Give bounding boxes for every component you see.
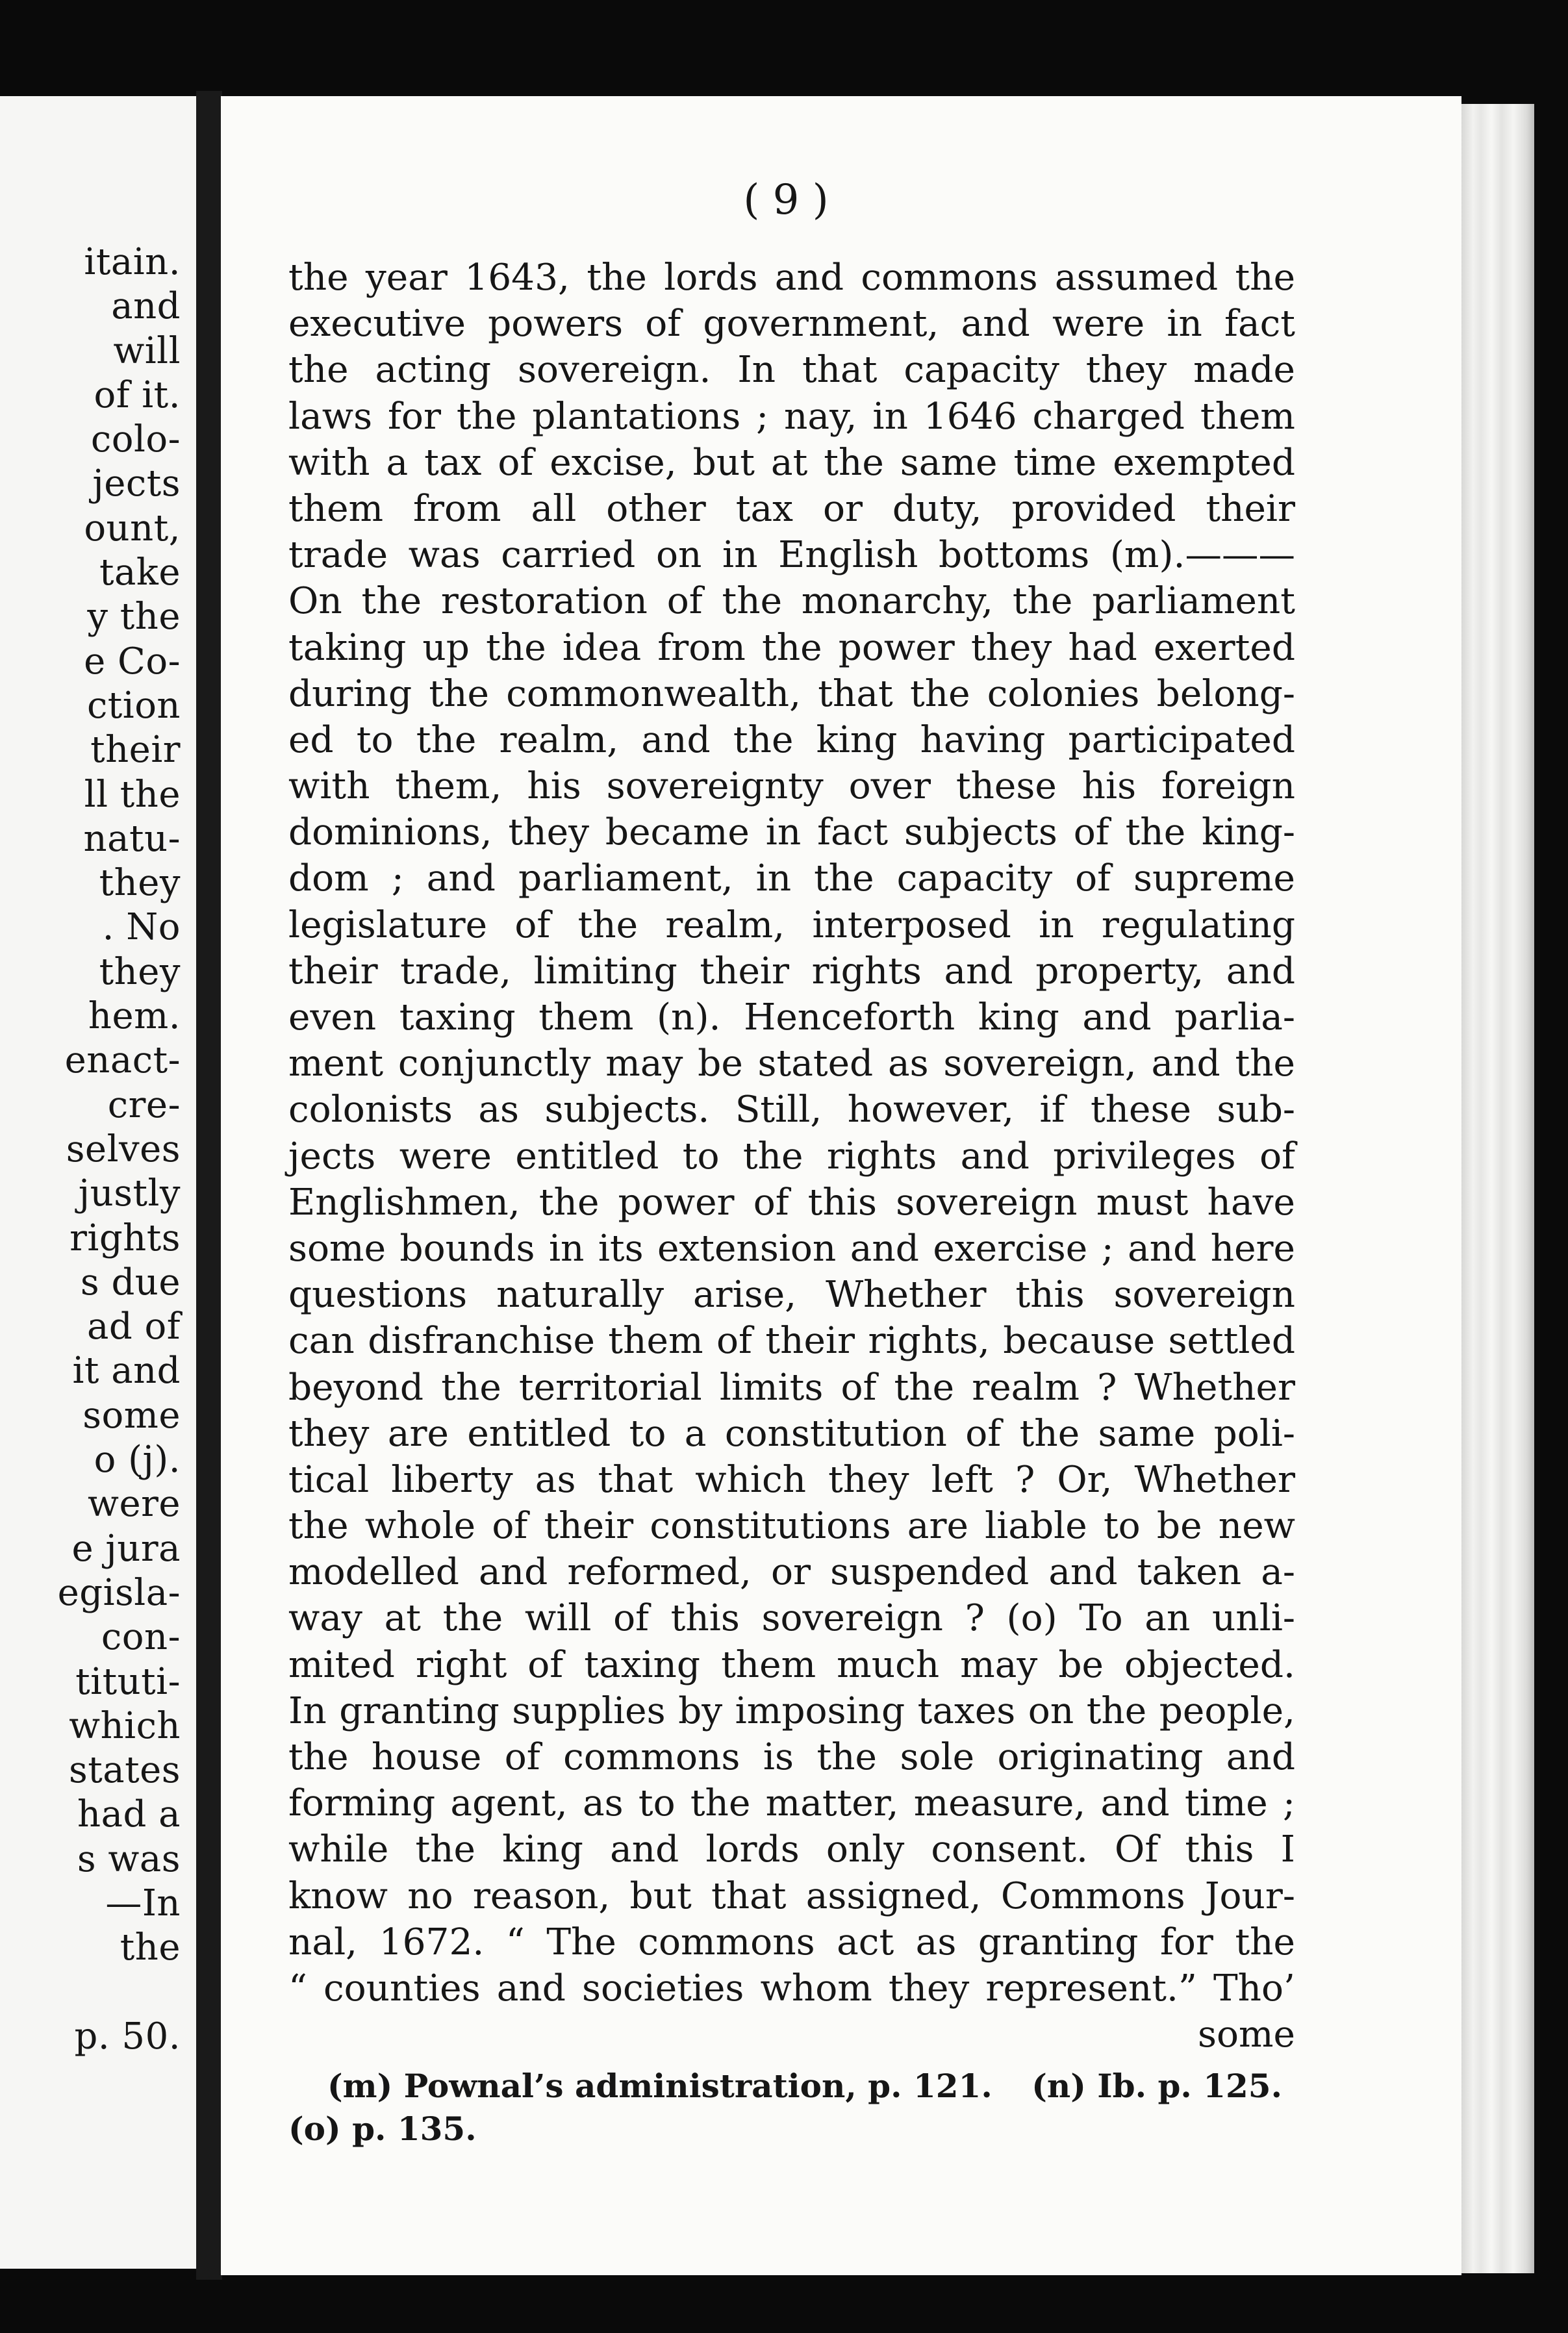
text-line: the whole of their constitutions are liable to be new xyxy=(288,1505,1295,1548)
text-line: mited right of taxing them much may be objected. xyxy=(288,1643,1295,1686)
footnote-o: (o) p. 135. xyxy=(288,2110,477,2148)
left-page-line: con- xyxy=(101,1616,181,1659)
left-page-line: . No xyxy=(102,906,181,949)
text-line: during the commonwealth, that the colonies belong- xyxy=(288,672,1295,715)
text-line: dominions, they became in fact subjects of the king- xyxy=(288,811,1295,854)
left-page-line: y the xyxy=(87,596,181,638)
left-page-line: egisla- xyxy=(57,1571,181,1614)
text-line: tical liberty as that which they left ? Or, Whether xyxy=(288,1458,1295,1501)
left-page-line: which xyxy=(69,1704,181,1747)
left-page-line: will xyxy=(113,329,181,372)
left-page-line: —In xyxy=(105,1882,181,1924)
book-gutter xyxy=(196,91,222,2280)
text-line: Englishmen, the power of this sovereign must have xyxy=(288,1181,1295,1224)
left-page-line: ad of xyxy=(87,1305,181,1348)
left-page-line: cre- xyxy=(107,1083,181,1126)
text-line: their trade, limiting their rights and property, and xyxy=(288,950,1295,992)
footnote-m: (m) Pownal’s administration, p. 121. xyxy=(327,2067,993,2105)
page-number: ( 9 ) xyxy=(743,176,829,224)
left-page-line: e Co- xyxy=(84,640,181,683)
text-line: while the king and lords only consent. Of this I xyxy=(288,1828,1295,1871)
text-line: On the restoration of the monarchy, the parliament xyxy=(288,580,1295,623)
left-page-line: s was xyxy=(77,1837,181,1880)
text-line: legislature of the realm, interposed in regulating xyxy=(288,903,1295,946)
text-line: “ counties and societies whom they represent.” Tho’ xyxy=(288,1967,1295,2010)
page-edges xyxy=(1461,104,1534,2273)
left-page-line: enact- xyxy=(64,1039,181,1082)
text-line: they are entitled to a constitution of the same poli- xyxy=(288,1412,1295,1455)
left-page-line: some xyxy=(82,1394,181,1437)
left-page-line: rights xyxy=(70,1217,181,1259)
catchword: some xyxy=(1197,2013,1295,2056)
left-page-line: p. 50. xyxy=(74,2015,181,2058)
text-line: beyond the territorial limits of the realm ? Whether xyxy=(288,1366,1295,1409)
left-page-line: the xyxy=(120,1926,181,1969)
left-page-line xyxy=(0,1971,196,2015)
left-page-line: had a xyxy=(77,1793,181,1836)
left-page-line: it and xyxy=(72,1350,181,1393)
text-line: jects were entitled to the rights and privileges of xyxy=(288,1135,1295,1178)
text-line: the year 1643, the lords and commons assumed the xyxy=(288,257,1295,299)
left-page-line: jects xyxy=(92,462,181,505)
footnotes xyxy=(288,2065,1295,2151)
text-line: know no reason, but that assigned, Commons Jour- xyxy=(288,1874,1295,1917)
left-page-line: their xyxy=(90,729,181,772)
footnote-n: (n) Ib. p. 125. xyxy=(1031,2067,1282,2105)
left-page-line: they xyxy=(99,862,181,905)
left-page-line: take xyxy=(99,551,181,594)
body-text xyxy=(288,255,1295,2058)
text-line: executive powers of government, and were in fact xyxy=(288,303,1295,346)
left-page-line: and xyxy=(111,285,181,328)
left-page-line: they xyxy=(99,950,181,993)
left-page-line: ount, xyxy=(84,507,181,549)
text-line: ed to the realm, and the king having participated xyxy=(288,718,1295,761)
left-page-line: tituti- xyxy=(75,1660,181,1703)
left-page-line: states xyxy=(68,1749,181,1792)
left-page-line: ction xyxy=(86,684,181,727)
text-line: with them, his sovereignty over these his foreign xyxy=(288,765,1295,808)
text-line: modelled and reformed, or suspended and taken a- xyxy=(288,1551,1295,1594)
left-page-line: itain. xyxy=(84,241,181,283)
text-line: some bounds in its extension and exercise ; and here xyxy=(288,1227,1295,1270)
text-line: the house of commons is the sole originating and xyxy=(288,1736,1295,1778)
text-line: can disfranchise them of their rights, because settled xyxy=(288,1320,1295,1363)
text-line: dom ; and parliament, in the capacity of supreme xyxy=(288,857,1295,900)
text-line: In granting supplies by imposing taxes on the people, xyxy=(288,1689,1295,1732)
text-line: them from all other tax or duty, provided their xyxy=(288,487,1295,530)
left-page-text xyxy=(0,240,196,2059)
left-page-line: e jura xyxy=(71,1527,181,1570)
text-line: trade was carried on in English bottoms (m).——— xyxy=(288,534,1295,577)
text-line: way at the will of this sovereign ? (o) To an unli- xyxy=(288,1597,1295,1640)
left-page-fragment xyxy=(0,96,196,2269)
text-line: forming agent, as to the matter, measure, and time ; xyxy=(288,1782,1295,1825)
left-page-line: colo- xyxy=(90,418,181,461)
left-page-line: s due xyxy=(80,1261,181,1304)
left-page-line: hem. xyxy=(88,995,181,1038)
left-page-line: o (j). xyxy=(94,1439,181,1482)
text-line: even taxing them (n). Henceforth king and parlia- xyxy=(288,996,1295,1039)
text-line: taking up the idea from the power they had exerted xyxy=(288,626,1295,669)
footnote-row xyxy=(288,2065,1295,2108)
text-line: laws for the plantations ; nay, in 1646 charged them xyxy=(288,395,1295,438)
text-line: with a tax of excise, but at the same time exempted xyxy=(288,441,1295,484)
text-line: colonists as subjects. Still, however, if these sub- xyxy=(288,1089,1295,1131)
text-line: questions naturally arise, Whether this sovereign xyxy=(288,1274,1295,1317)
left-page-line: of it. xyxy=(94,373,181,416)
text-line: the acting sovereign. In that capacity they made xyxy=(288,349,1295,392)
left-page-line: ll the xyxy=(84,773,181,816)
left-page-line: selves xyxy=(66,1128,181,1170)
text-line: ment conjunctly may be stated as sovereign, and the xyxy=(288,1042,1295,1085)
left-page-line: were xyxy=(88,1483,181,1526)
left-page-line: natu- xyxy=(83,817,181,860)
left-page-line: justly xyxy=(78,1172,181,1215)
text-line: nal, 1672. “ The commons act as granting for the xyxy=(288,1921,1295,1963)
